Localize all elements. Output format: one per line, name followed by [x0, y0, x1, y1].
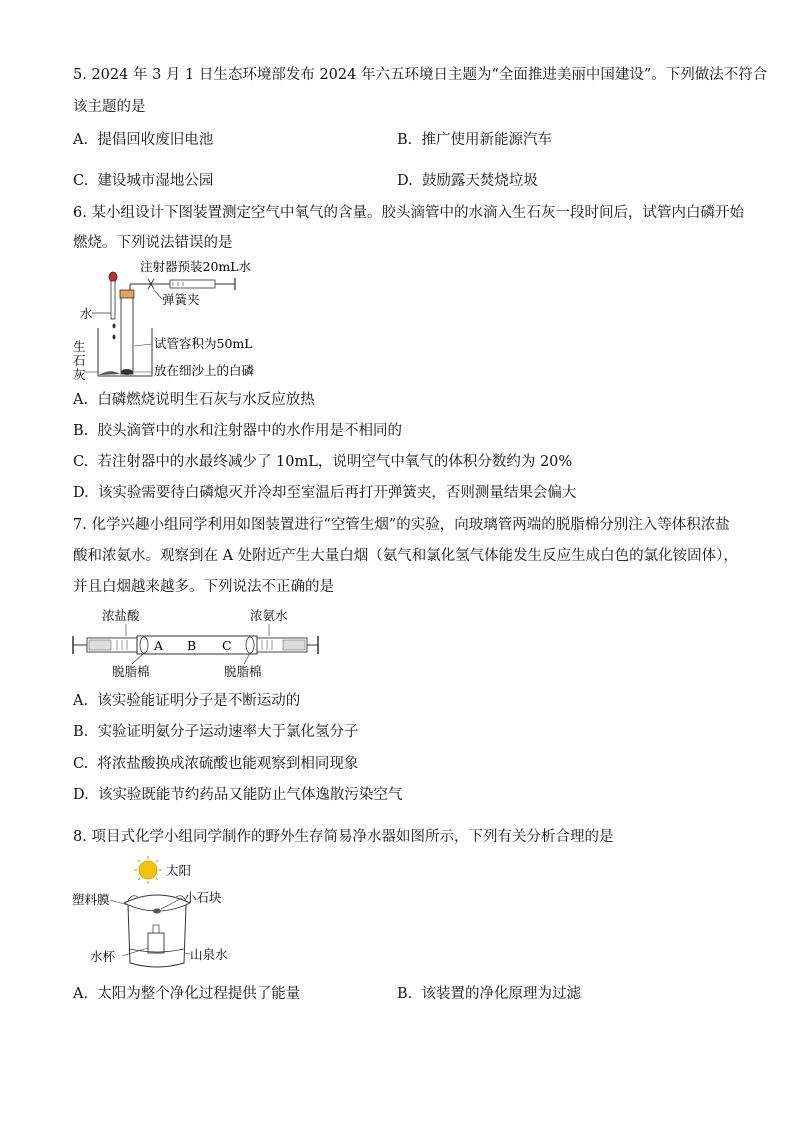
dropper-bulb [109, 272, 117, 282]
q7-option-b[interactable] [73, 722, 358, 742]
option-letter: C. [73, 756, 89, 772]
phosphorus [121, 369, 133, 375]
option-letter: A. [73, 392, 89, 408]
q7-option-c[interactable] [73, 754, 358, 774]
cup-label: 水杯 [90, 949, 116, 964]
option-text: 将浓盐酸换成浓硫酸也能观察到相同现象 [97, 756, 359, 772]
q7-tube-figure [72, 606, 322, 680]
q5-option-d[interactable] [397, 171, 538, 191]
hcl-label: 浓盐酸 [102, 608, 140, 623]
lime-label-2: 石 [73, 353, 86, 368]
left-cotton-label: 脱脂棉 [112, 664, 150, 679]
option-letter: C. [73, 454, 89, 470]
option-letter: A. [73, 986, 89, 1002]
beaker [98, 328, 152, 376]
option-letter: B. [397, 986, 413, 1002]
dropper-tube [111, 281, 115, 319]
option-letter: D. [73, 485, 89, 501]
option-letter: D. [397, 173, 413, 189]
q7-stem-line1: 7. 化学兴趣小组同学利用如图装置进行“空管生烟”的实验，向玻璃管两端的脱脂棉分别注入等体积浓盐 [73, 517, 730, 533]
q6-stem-line2: 燃烧。下列说法错误的是 [73, 235, 233, 251]
option-text: 胶头滴管中的水和注射器中的水作用是不相同的 [97, 423, 402, 439]
option-letter: B. [397, 132, 413, 148]
rubber-stopper [120, 290, 134, 298]
q5-option-c[interactable] [73, 171, 213, 191]
q8-option-b[interactable] [397, 984, 581, 1004]
lime-label-1: 生 [73, 339, 86, 354]
q7-option-d[interactable] [73, 785, 402, 805]
option-text: 该装置的净化原理为过滤 [421, 986, 581, 1002]
syringe-label: 注射器预装20mL水 [140, 259, 252, 274]
option-text: 实验证明氨分子运动速率大于氯化氢分子 [97, 724, 359, 740]
q6-option-a[interactable] [73, 390, 315, 410]
clip-label: 弹簧夹 [162, 292, 200, 307]
option-text: 若注射器中的水最终减少了 10mL，说明空气中氧气的体积分数约为 20% [97, 454, 573, 470]
option-text: 该实验既能节约药品又能防止气体逸散污染空气 [97, 787, 403, 803]
water-label: 水 [80, 306, 93, 321]
q7-stem-line2: 酸和浓氨水。观察到在 A 处附近产生大量白烟（氨气和氯化氢气体能发生反应生成白色的氯化铵固体）， [73, 548, 738, 564]
option-text: 鼓励露天焚烧垃圾 [421, 173, 538, 189]
option-letter: B. [73, 724, 89, 740]
q6-option-d[interactable] [73, 483, 576, 503]
q8-option-a[interactable] [73, 984, 300, 1004]
option-text: 提倡回收废旧电池 [97, 132, 214, 148]
test-tube [121, 298, 133, 374]
option-letter: C. [73, 173, 89, 189]
point-a: A [154, 638, 164, 653]
nh3-label: 浓氨水 [250, 608, 288, 623]
q5-stem-line1: 5. 2024 年 3 月 1 日生态环境部发布 2024 年六五环境日主题为“全面推进美丽中国建设”。下列做法不符合 [73, 67, 768, 83]
q5-stem-line2: 该主题的是 [73, 99, 146, 115]
lime-label-3: 灰 [73, 367, 86, 382]
option-letter: A. [73, 693, 89, 709]
q7-stem-line3: 并且白烟越来越多。下列说法不正确的是 [73, 579, 334, 595]
option-text: 该实验需要待白磷熄灭并冷却至室温后再打开弹簧夹，否则测量结果会偏大 [97, 485, 577, 501]
water-cup [148, 933, 164, 953]
q5-option-b[interactable] [397, 130, 552, 150]
option-text: 推广使用新能源汽车 [421, 132, 552, 148]
option-letter: A. [73, 132, 89, 148]
q7-option-a[interactable] [73, 691, 300, 711]
q5-option-a[interactable] [73, 130, 213, 150]
point-c: C [222, 638, 232, 653]
syringe-barrel [170, 280, 215, 288]
right-cotton-label: 脱脂棉 [224, 664, 262, 679]
q8-stem-line1: 8. 项目式化学小组同学制作的野外生存简易净水器如图所示，下列有关分析合理的是 [73, 829, 614, 845]
option-text: 建设城市湿地公园 [97, 173, 214, 189]
left-cotton [140, 637, 148, 653]
small-stone [153, 909, 161, 914]
option-text: 白磷燃烧说明生石灰与水反应放热 [97, 392, 315, 408]
q6-option-c[interactable] [73, 452, 572, 472]
option-letter: B. [73, 423, 89, 439]
sun-icon [134, 856, 162, 884]
stone-label: 小石块 [184, 890, 222, 905]
right-cotton [246, 637, 254, 653]
option-text: 该实验能证明分子是不断运动的 [97, 693, 301, 709]
q8-purifier-figure [72, 853, 272, 973]
sun-label: 太阳 [166, 863, 192, 878]
point-b: B [187, 638, 197, 653]
option-letter: D. [73, 787, 89, 803]
film-label: 塑料膜 [72, 892, 110, 907]
q6-stem-line1: 6. 某小组设计下图装置测定空气中氧气的含量。胶头滴管中的水滴入生石灰一段时间后，试管内白磷开始 [73, 205, 744, 221]
q6-apparatus-figure [70, 256, 290, 386]
phosphorus-label: 放在细沙上的白磷 [154, 363, 255, 378]
spring-label: 山泉水 [190, 947, 228, 962]
q6-option-b[interactable] [73, 421, 402, 441]
option-text: 太阳为整个净化过程提供了能量 [97, 986, 301, 1002]
tube-label: 试管容积为50mL [154, 336, 253, 351]
